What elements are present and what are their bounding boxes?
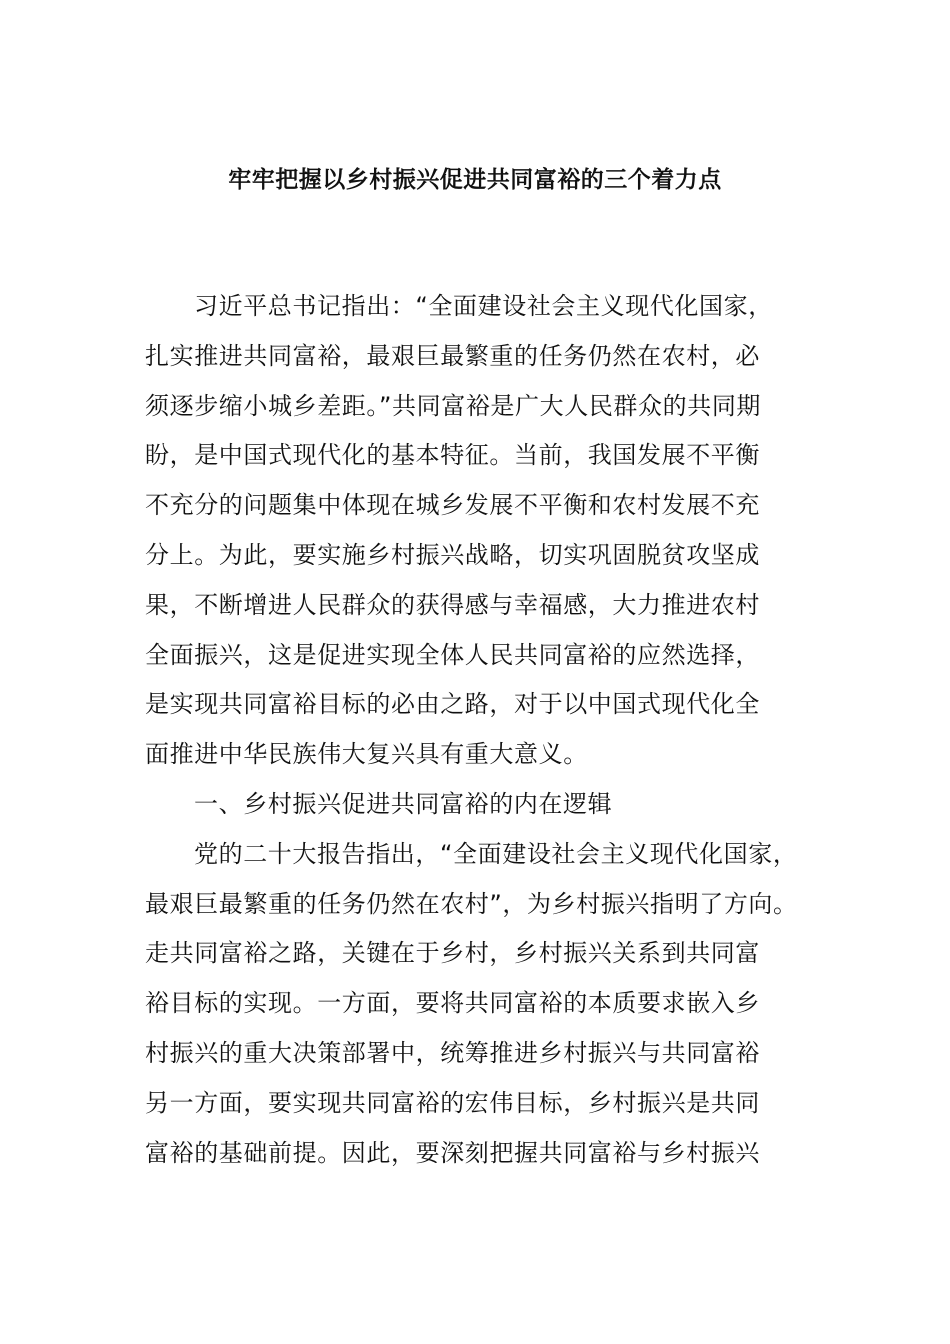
paragraph-2-line: 村振兴的重大决策部署中，统筹推进乡村振兴与共同富裕: [145, 1038, 760, 1067]
paragraph-1-line: 不充分的问题集中体现在城乡发展不平衡和农村发展不充: [145, 491, 760, 520]
paragraph-2-line: 富裕的基础前提。因此，要深刻把握共同富裕与乡村振兴: [145, 1138, 760, 1167]
paragraph-1-line: 面推进中华民族伟大复兴具有重大意义。: [145, 740, 588, 769]
section-heading: 一、乡村振兴促进共同富裕的内在逻辑: [194, 789, 613, 818]
document-title: 牢牢把握以乡村振兴促进共同富裕的三个着力点: [228, 167, 722, 193]
paragraph-1-line: 全面振兴，这是促进实现全体人民共同富裕的应然选择，: [145, 640, 760, 669]
paragraph-2-line: 最艰巨最繁重的任务仍然在农村”，为乡村振兴指明了方向。: [145, 889, 798, 918]
paragraph-1-line: 习近平总书记指出：“全面建设社会主义现代化国家，: [194, 292, 773, 320]
paragraph-1-line: 分上。为此，要实施乡村振兴战略，切实巩固脱贫攻坚成: [145, 540, 760, 569]
paragraph-2-line: 党的二十大报告指出，“全面建设社会主义现代化国家，: [194, 839, 798, 868]
document-body: [145, 282, 845, 1178]
paragraph-1-line: 果，不断增进人民群众的获得感与幸福感，大力推进农村: [145, 590, 760, 619]
paragraph-1-line: 是实现共同富裕目标的必由之路，对于以中国式现代化全: [145, 690, 760, 719]
paragraph-1-line: 扎实推进共同富裕，最艰巨最繁重的任务仍然在农村，必: [145, 341, 760, 370]
paragraph-1-line: 盼，是中国式现代化的基本特征。当前，我国发展不平衡: [145, 441, 760, 470]
paragraph-2-line: 走共同富裕之路，关键在于乡村，乡村振兴关系到共同富: [145, 939, 760, 968]
paragraph-1-line: 须逐步缩小城乡差距。”共同富裕是广大人民群众的共同期: [145, 391, 762, 420]
paragraph-2-line: 另一方面，要实现共同富裕的宏伟目标，乡村振兴是共同: [145, 1088, 760, 1117]
paragraph-2-line: 裕目标的实现。一方面，要将共同富裕的本质要求嵌入乡: [145, 989, 760, 1018]
